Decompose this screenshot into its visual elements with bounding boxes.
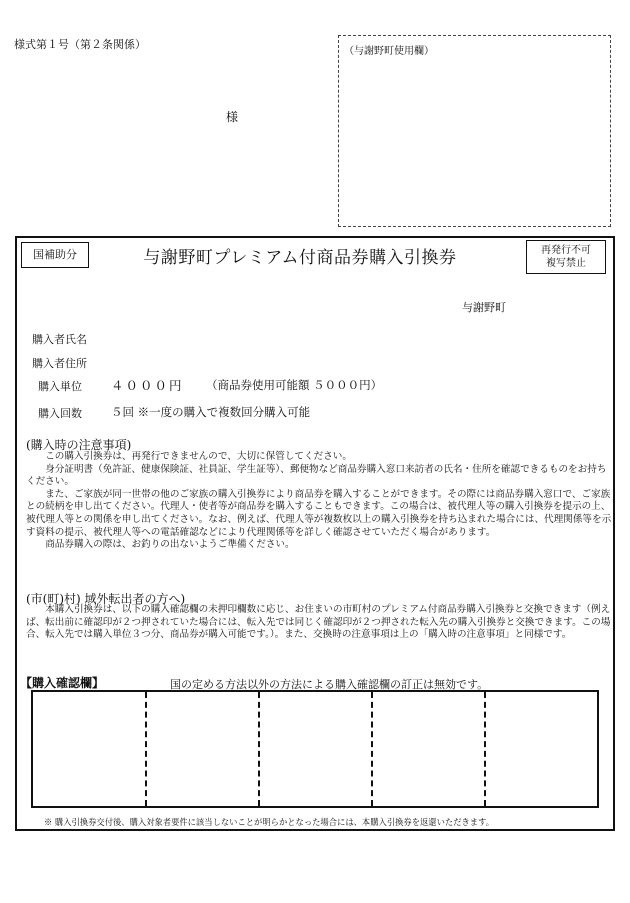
transfer-paragraph: 本購入引換券は、以下の購入確認欄の未押印欄数に応じ、お住まいの市町村のプレミアム付商品券購入引換券と交換できます（例えば、転出前に確認印が２つ押されていた場合には、転入先では同じく確認印が２つ押された転入先の購入引換券と交換できます。この場合、転入先では購入単位３つ分、商品券が購入可能です。）。また、交換時の注意事項は上の「購入時の注意事項」と同様です。: [26, 604, 611, 641]
purchase-unit-value: ４０００円: [111, 378, 184, 393]
cell-divider: [145, 692, 147, 806]
buyer-name-label: 購入者氏名: [32, 333, 87, 346]
no-reissue-text: 再発行不可: [541, 245, 591, 256]
no-copy-text: 複写禁止: [546, 258, 586, 269]
ticket-title: 与謝野町プレミアム付商品券購入引換券: [143, 248, 457, 268]
office-use-box: [338, 35, 611, 227]
footnote: ※ 購入引換券交付後、購入対象者要件に該当しないことが明らかとなった場合には、本購入引換券を返還いただきます。: [44, 817, 495, 827]
purchase-notes-heading: (購入時の注意事項): [26, 438, 132, 452]
cell-divider: [371, 692, 373, 806]
recipient-suffix: 様: [226, 110, 239, 124]
office-use-label: （与謝野町使用欄）: [344, 46, 434, 57]
buyer-address-label: 購入者住所: [32, 357, 87, 370]
confirm-title: 【購入確認欄】: [20, 676, 105, 690]
purchase-notes: [26, 451, 612, 552]
confirm-note: 国の定める方法以外の方法による購入確認欄の訂正は無効です。: [170, 678, 489, 691]
notes-paragraph: 商品券購入の際は、お釣りの出ないようご準備ください。: [45, 539, 295, 551]
confirm-stamp-grid: [31, 690, 599, 808]
cell-divider: [484, 692, 486, 806]
purchase-count-value: ５回 ※一度の購入で複数回分購入可能: [111, 405, 311, 419]
notes-paragraph: 身分証明書（免許証、健康保険証、社員証、学生証等）、郵便物など商品券購入窓口来訪者の氏名・住所を確認できるものをお持ちください。: [26, 463, 607, 488]
cell-divider: [258, 692, 260, 806]
transfer-notes: [26, 604, 612, 642]
no-reissue-badge: [526, 240, 606, 274]
transfer-heading: (市(町)村) 域外転出者の方へ): [26, 592, 186, 606]
purchase-unit-label: 購入単位: [38, 380, 82, 393]
issuer-name: 与謝野町: [462, 301, 506, 314]
notes-paragraph: この購入引換券は、再発行できませんので、大切に保管してください。: [45, 451, 352, 462]
purchase-unit-note: （商品券使用可能額 ５０００円）: [206, 378, 383, 392]
purchase-count-label: 購入回数: [38, 407, 82, 420]
subsidy-badge: 国補助分: [21, 242, 89, 268]
form-number: 様式第１号（第２条関係）: [14, 38, 146, 51]
notes-paragraph: また、ご家族が同一世帯の他のご家族の購入引換券により商品券を購入することができます。その際には商品券購入窓口で、ご家族との続柄を申し出てください。代理人・使者等が商品券を購入することもできます。この場合は、被代理人等の購入引換券を提示の上、被代理人等との関係を申し出てください。なお、例えば、代理人等が複数枚以上の購入引換券を持ち込まれた場合には、代理関係等を示す資料の提示、被代理人等への電話確認などにより代理関係等を詳しく確認させていただく場合があります。: [26, 488, 612, 538]
